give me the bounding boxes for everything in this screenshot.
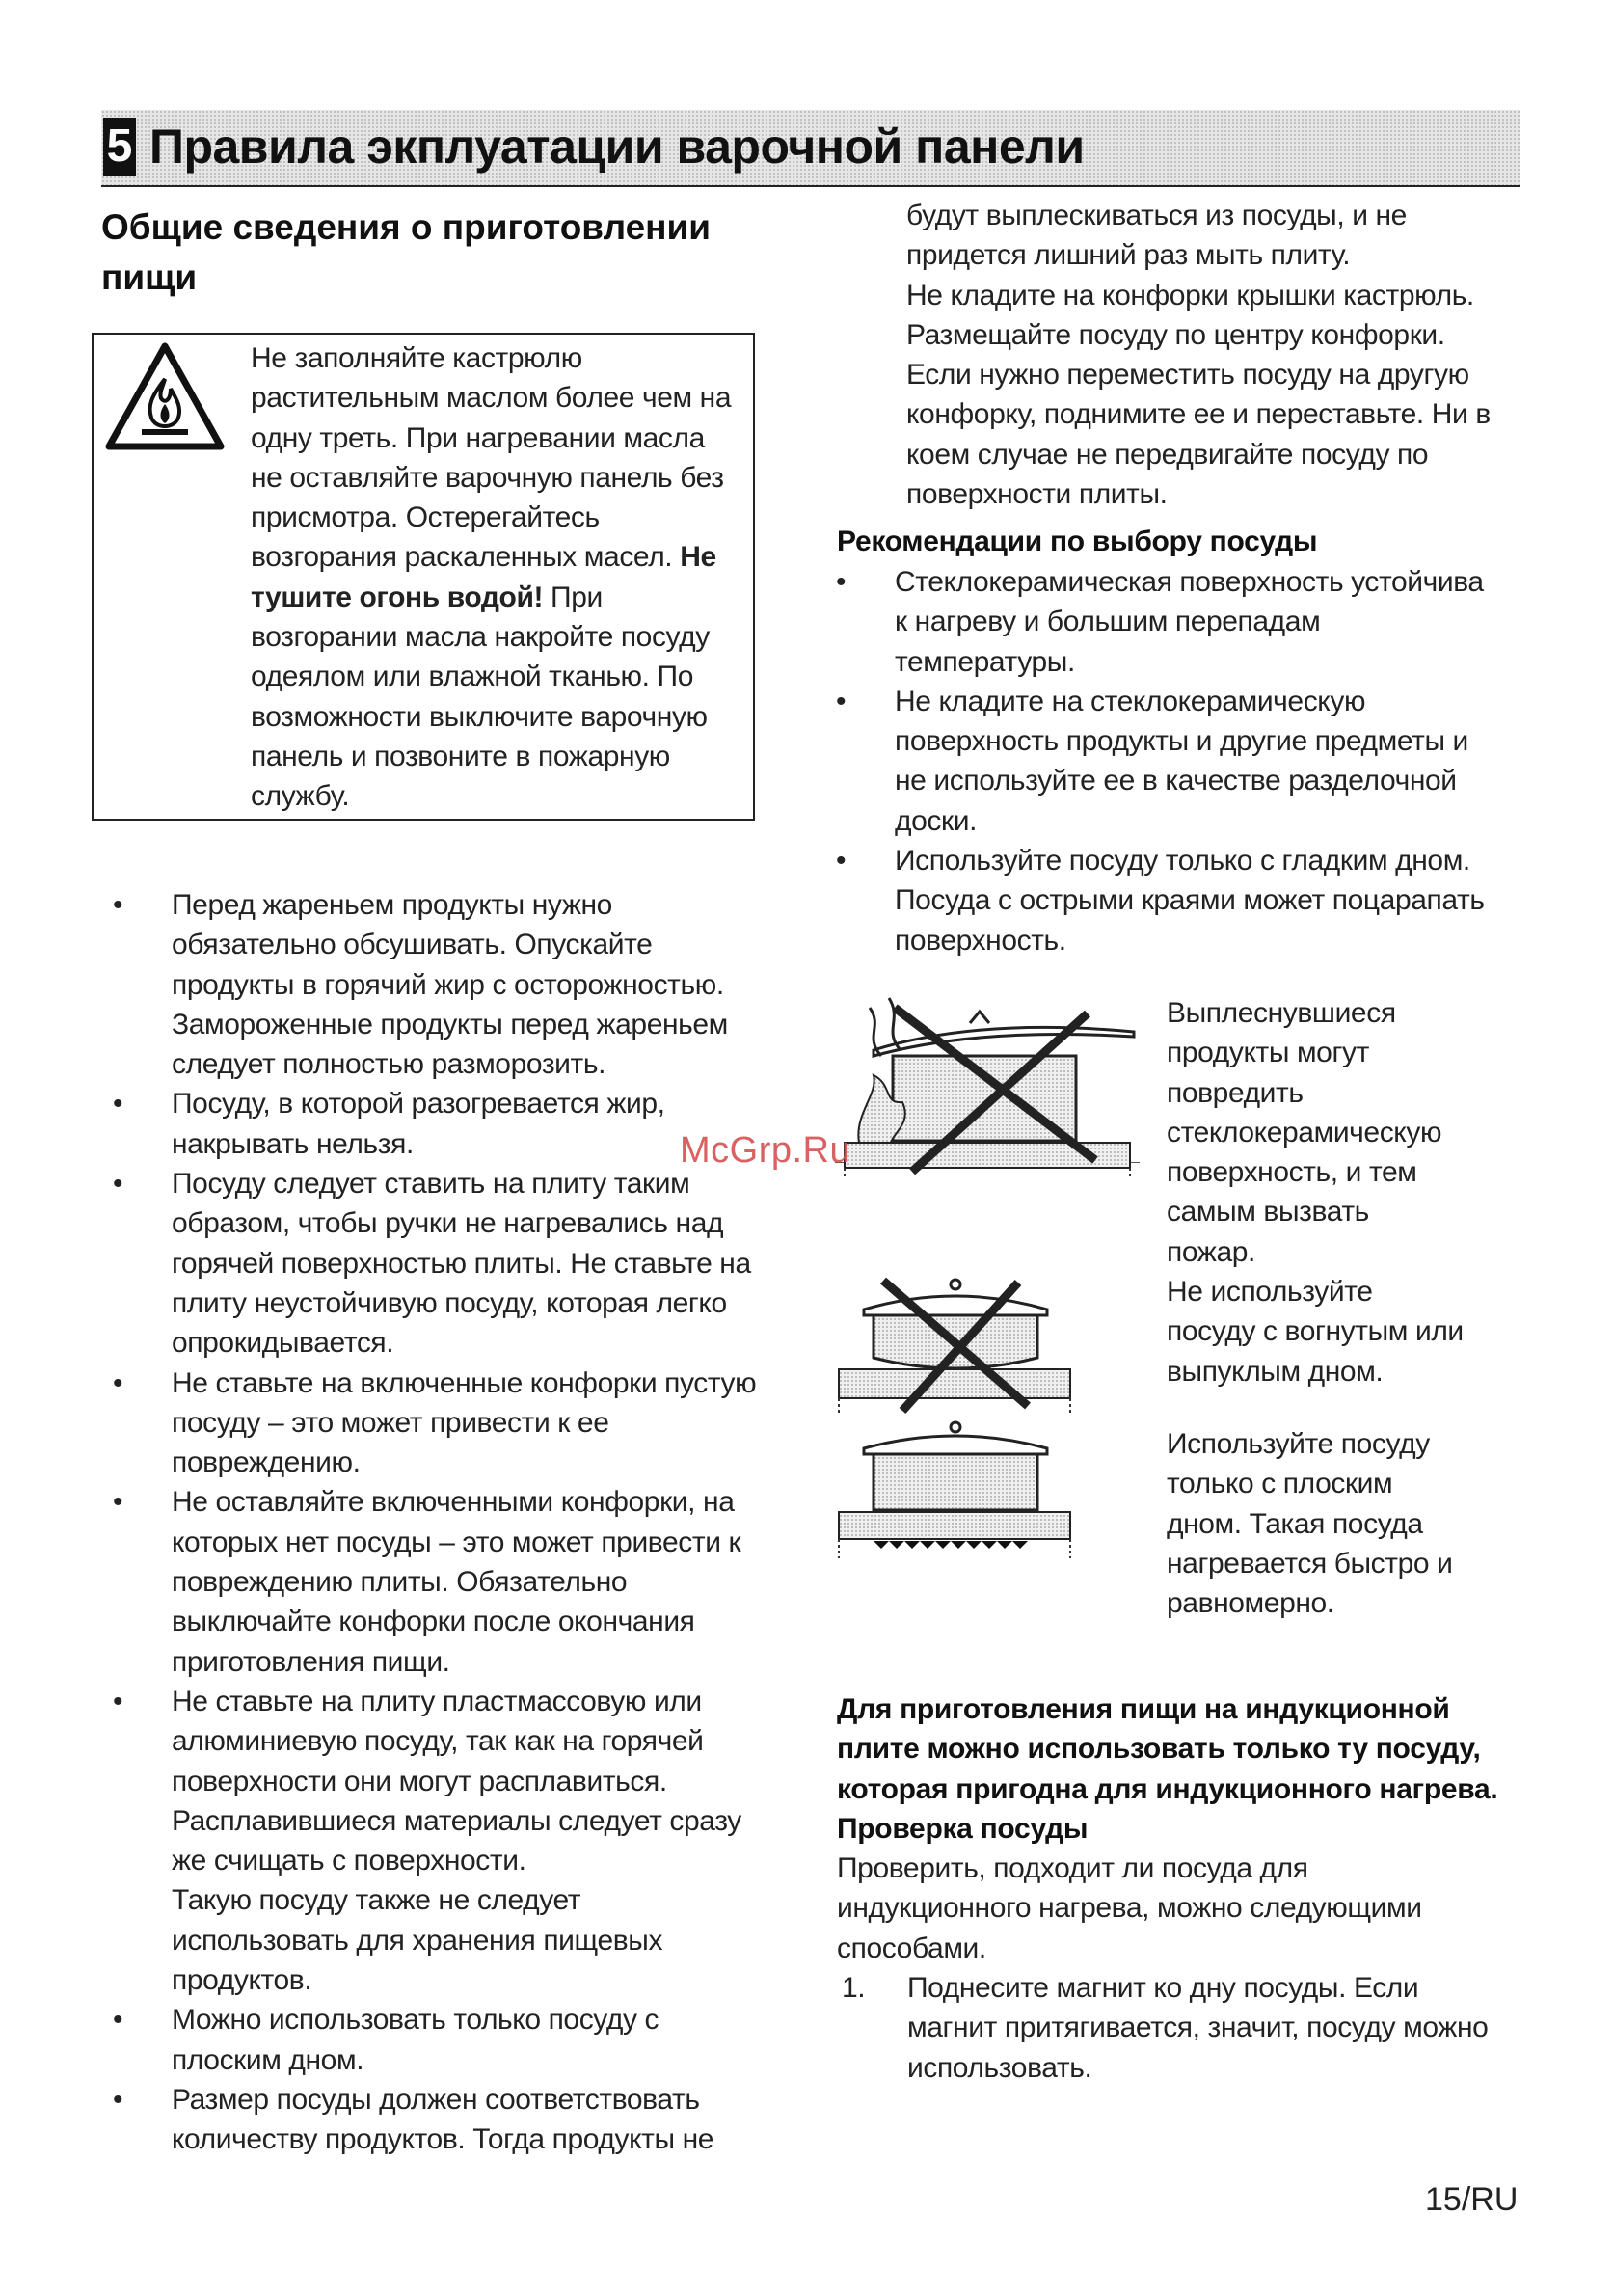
caption-curved-bottom: Не используйте посуду с вогнутым или выпуклым дном.	[1167, 1276, 1464, 1388]
list-item: 1. Поднесите магнит ко дну посуды. Если магнит притягивается, значит, посуду можно использовать.	[837, 1968, 1550, 2088]
warning-text: Не заполняйте кастрюлю растительным маслом более чем на одну треть. При нагревании масла не оставляйте варочную панель без присмотра. Остерегайтесь возгорания раскаленных масел. Не тушите огонь водой! При возгорании масла накройте посуду одеялом или влажной тканью. По возможности выключите варочную панель и позвоните в пожарную службу.	[251, 342, 732, 813]
warning-emphasis: тушите огонь водой!	[251, 581, 544, 613]
list-item: • Не ставьте на плиту пластмассовую или алюминиевую посуду, так как на горячей поверхности они могут расплавиться. Расплавившиеся материалы следует сразу же счищать с поверхности. Такую посуду также не следует использовать для хранения пищевых продуктов.	[101, 1682, 795, 2000]
step-number: 1.	[842, 1972, 866, 2004]
bullet-marker: •	[836, 845, 847, 878]
list-item: • Перед жареньем продукты нужно обязательно обсушивать. Опускайте продукты в горячий жир с осторожностью. Замороженные продукты перед жареньем следует полностью разморозить.	[101, 885, 795, 1084]
warning-box	[92, 333, 755, 821]
flat-bottom-pot-illustration	[835, 1418, 1076, 1562]
list-item: • Стеклокерамическая поверхность устойчива к нагреву и большим перепадам температуры.	[824, 562, 1538, 682]
bullet-marker: •	[113, 1486, 123, 1519]
right-continuation-text: будут выплескиваться из посуды, и не придется лишний раз мыть плиту. Не кладите на конфорки крышки кастрюль. Размещайте посуду по центру конфорки. Если нужно переместить посуду на другую конфорку, поднимите ее и переставьте. Ни в коем случае не передвигайте посуду по поверхности плиты.	[906, 200, 1491, 511]
list-item: • Используйте посуду только с гладким дном. Посуда с острыми краями может поцарапать поверхность.	[824, 841, 1538, 960]
bullet-marker: •	[113, 1685, 123, 1717]
spilling-pot-illustration	[835, 988, 1140, 1181]
chapter-header	[101, 110, 1520, 187]
recommend-heading: Рекомендации по выбору посуды	[837, 526, 1318, 557]
list-item: • Не кладите на стеклокерамическую поверхность продукты и другие предметы и не используйте ее в качестве разделочной доски.	[824, 682, 1538, 841]
curved-bottom-pot-illustration	[835, 1271, 1076, 1416]
induction-heading: Для приготовления пищи на индукционной плите можно использовать только ту посуду, которая пригодна для индукционного нагрева. Проверка посуды	[837, 1693, 1498, 1845]
section-title: Общие сведения о приготовлении пищи	[101, 207, 711, 297]
list-item: • Можно использовать только посуду с плоским дном.	[101, 2000, 795, 2080]
bullet-marker: •	[113, 2004, 123, 2037]
watermark: McGrp.Ru	[680, 1130, 851, 1171]
caption-spill: Выплеснувшиеся продукты могут повредить стеклокерамическую поверхность, и тем самым вызвать пожар.	[1167, 997, 1442, 1268]
bullet-marker: •	[113, 1168, 123, 1201]
recommend-bullet-list	[824, 562, 1538, 960]
list-item: • Посуду, в которой разогревается жир, накрывать нельзя.	[101, 1084, 795, 1164]
page-number: 15/RU	[1425, 2181, 1519, 2218]
bullet-marker: •	[113, 2083, 123, 2116]
bullet-marker: •	[113, 1088, 123, 1121]
list-item: • Размер посуды должен соответствовать количеству продуктов. Тогда продукты не	[101, 2080, 795, 2160]
bullet-marker: •	[836, 566, 847, 598]
caption-flat-bottom: Используйте посуду только с плоским дном. Такая посуда нагревается быстро и равномерно.	[1167, 1428, 1453, 1620]
induction-steps	[837, 1968, 1550, 2088]
list-item: • Не оставляйте включенными конфорки, на которых нет посуды – это может привести к повреждению плиты. Обязательно выключайте конфорки после окончания приготовления пищи.	[101, 1482, 795, 1681]
chapter-number: 5	[103, 118, 136, 176]
bullet-marker: •	[836, 685, 847, 717]
list-item: • Не ставьте на включенные конфорки пустую посуду – это может привести к ее повреждению.	[101, 1364, 795, 1483]
induction-intro: Проверить, подходит ли посуда для индукционного нагрева, можно следующими способами.	[837, 1852, 1422, 1964]
warning-emphasis: Не	[680, 541, 716, 574]
chapter-title: Правила экплуатации варочной панели	[149, 120, 1085, 174]
list-item: • Посуду следует ставить на плиту таким образом, чтобы ручки не нагревались над горячей поверхностью плиты. Не ставьте на плиту неустойчивую посуду, которая легко опрокидывается.	[101, 1164, 795, 1363]
bullet-marker: •	[113, 1366, 123, 1399]
fire-hazard-icon	[103, 340, 227, 454]
bullet-marker: •	[113, 889, 123, 921]
left-bullet-list	[101, 885, 795, 2160]
